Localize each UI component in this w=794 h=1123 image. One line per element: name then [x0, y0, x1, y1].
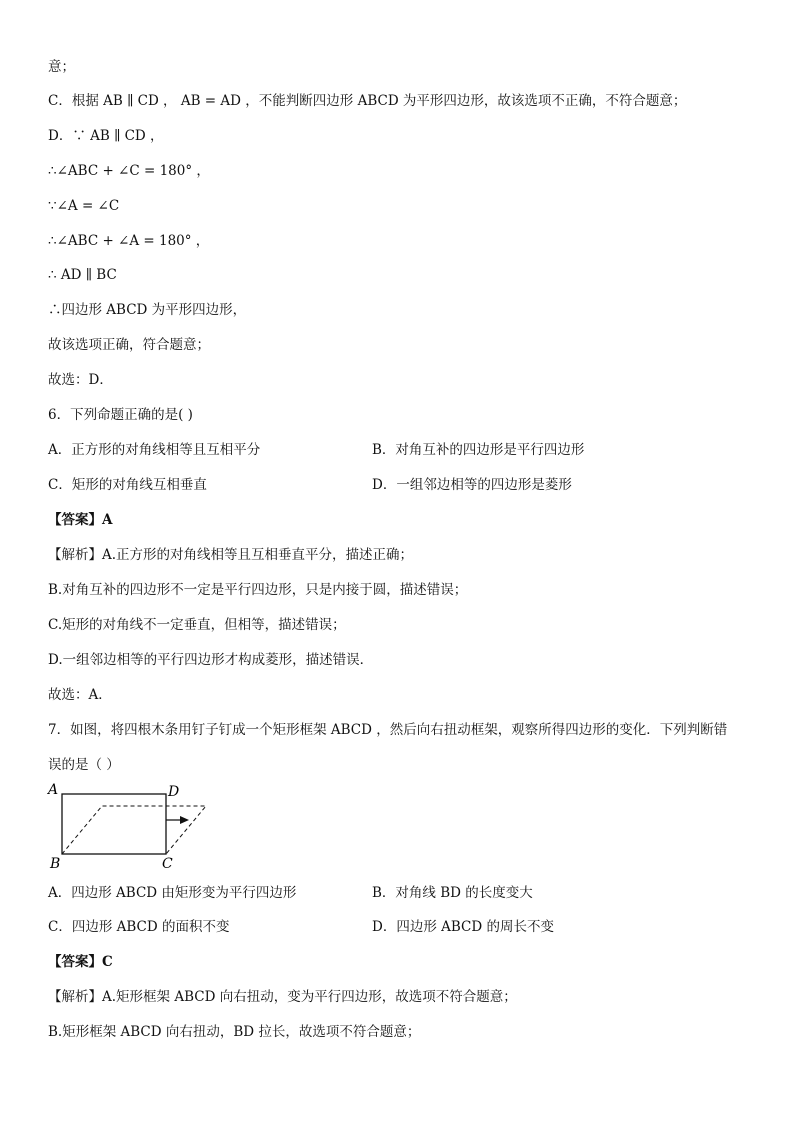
frame-diagram [46, 782, 216, 872]
text-line: 故选：D． [48, 372, 113, 388]
q6-analysis-line: C.矩形的对角线不一定垂直，但相等，描述错误； [48, 617, 346, 633]
q6-option-b: B．对角互补的四边形是平行四边形 [372, 442, 585, 458]
text-line: ∴ AD ∥ BC [48, 267, 117, 283]
q7-option-b: B．对角线 BD 的长度变大 [372, 885, 533, 901]
label-d: D [168, 784, 180, 800]
q6-analysis-line: 故选：A． [48, 687, 112, 703]
text-line: D．∵ AB ∥ CD ， [48, 128, 164, 144]
q6-option-c: C．矩形的对角线互相垂直 [48, 477, 207, 493]
text-line: ∴∠ABC + ∠C = 180° ， [48, 163, 210, 179]
rectangle-frame-figure [46, 782, 216, 872]
q6-analysis-line: 【解析】A.正方形的对角线相等且互相垂直平分，描述正确； [48, 547, 414, 563]
q7-option-a: A．四边形 ABCD 由矩形变为平行四边形 [48, 885, 297, 901]
text-line: C．根据 AB ∥ CD ， AB = AD ，不能判断四边形 ABCD 为平形四边形，故该选项不正确，不符合题意； [48, 93, 687, 109]
q7-analysis-line: 【解析】A.矩形框架 ABCD 向右扭动，变为平行四边形，故选项不符合题意； [48, 989, 517, 1005]
q6-answer: 【答案】A [48, 512, 113, 528]
text-line: ∵∠A = ∠C [48, 198, 120, 214]
q6-analysis-line: D.一组邻边相等的平行四边形才构成菱形，描述错误． [48, 652, 374, 668]
text-line: 故该选项正确，符合题意； [48, 337, 210, 353]
text-line: ∴∠ABC + ∠A = 180° ， [48, 233, 210, 249]
q7-answer: 【答案】C [48, 954, 113, 970]
arrow-head-icon [180, 816, 189, 824]
question-7-stem-cont: 误的是（ ） [48, 757, 120, 773]
question-7-stem: 7．如图，将四根木条用钉子钉成一个矩形框架 ABCD ，然后向右扭动框架，观察所得四边形的变化．下列判断错 [48, 722, 728, 738]
question-6-stem: 6．下列命题正确的是( ) [48, 407, 193, 423]
label-a: A [48, 782, 59, 798]
rectangle-shape [62, 794, 166, 854]
parallelogram-dashed-shape [62, 806, 206, 854]
q6-option-d: D．一组邻边相等的四边形是菱形 [372, 477, 572, 493]
text-line: 意； [48, 59, 75, 75]
label-b: B [50, 856, 61, 872]
q6-analysis-line: B.对角互补的四边形不一定是平行四边形，只是内接于圆，描述错误； [48, 582, 468, 598]
text-line: ∴四边形 ABCD 为平形四边形， [48, 302, 247, 318]
label-c: C [162, 856, 173, 872]
q6-option-a: A．正方形的对角线相等且互相平分 [48, 442, 261, 458]
q7-analysis-line: B.矩形框架 ABCD 向右扭动，BD 拉长，故选项不符合题意； [48, 1024, 421, 1040]
q7-option-c: C．四边形 ABCD 的面积不变 [48, 919, 230, 935]
q7-option-d: D．四边形 ABCD 的周长不变 [372, 919, 554, 935]
